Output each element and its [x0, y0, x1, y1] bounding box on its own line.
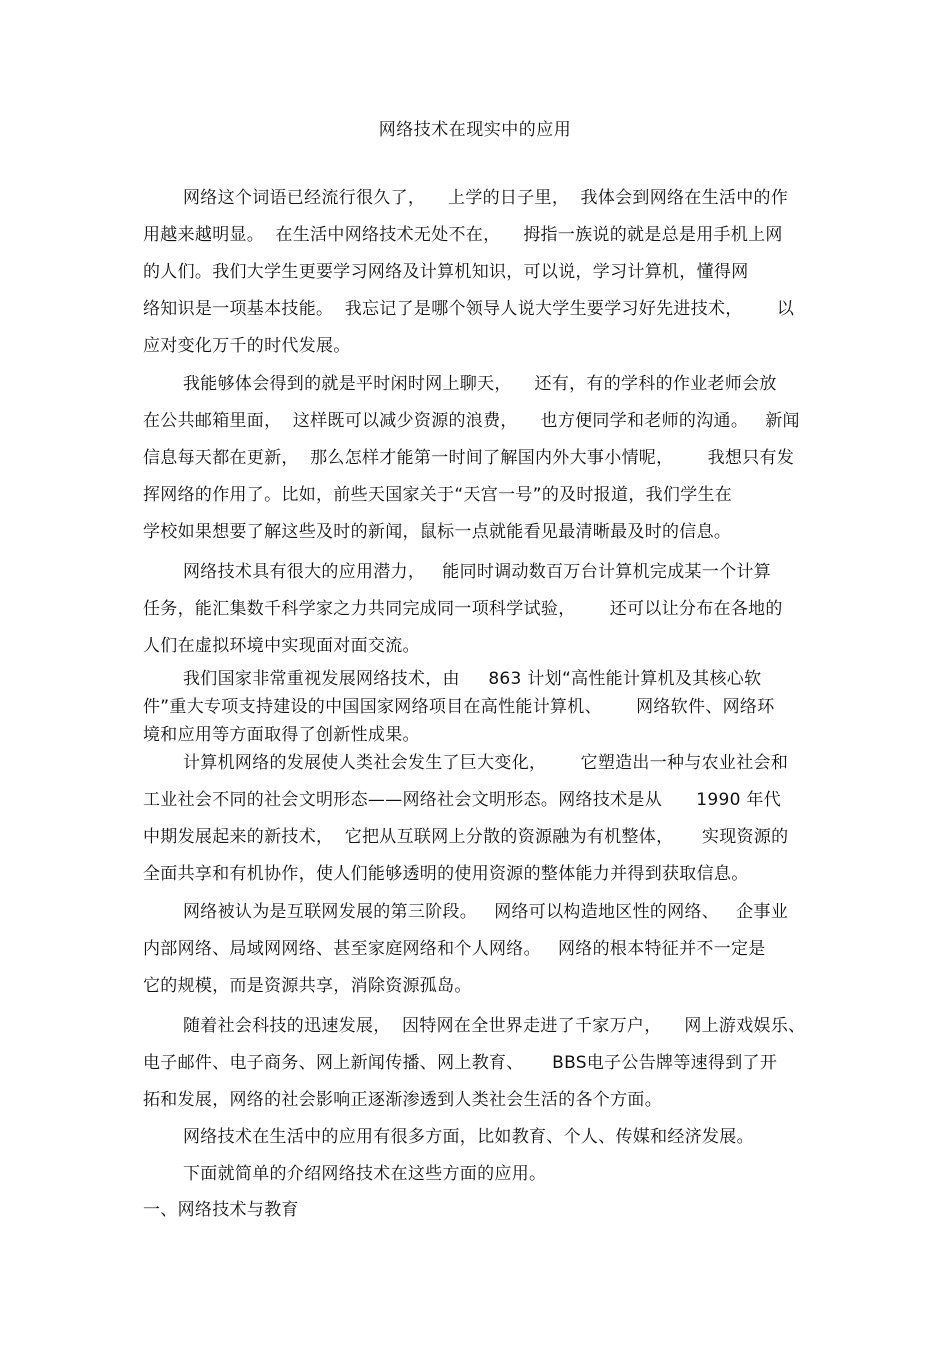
paragraph-line: 境和应用等方面取得了创新性成果。: [143, 725, 420, 745]
paragraph-line: 挥网络的作用了。比如，前些天国家关于“天宫一号”的及时报道，我们学生在: [143, 485, 733, 505]
paragraph-line: 应对变化万千的时代发展。: [143, 336, 351, 356]
paragraph-line: 全面共享和有机协作，使人们能够透明的使用资源的整体能力并得到获取信息。: [143, 864, 749, 884]
paragraph-4: [143, 665, 811, 749]
paragraph-line: 人们在虚拟环境中实现面对面交流。: [143, 636, 420, 656]
paragraph-line: 我们国家非常重视发展网络技术，由 863 计划“高性能计算机及其核心软: [183, 669, 762, 689]
paragraph-1: [143, 180, 811, 365]
paragraph-2: [143, 366, 811, 551]
paragraph-line: 网络技术在生活中的应用有很多方面，比如教育、个人、传媒和经济发展。: [183, 1127, 754, 1147]
paragraph-3: [143, 554, 811, 665]
paragraph-line: 下面就简单的介绍网络技术在这些方面的应用。: [183, 1164, 547, 1184]
paragraph-line: 信息每天都在更新， 那么怎样才能第一时间了解国内外大事小情呢， 我想只有发: [143, 448, 795, 468]
paragraph-line: 在公共邮箱里面， 这样既可以减少资源的浪费， 也方便同学和老师的沟通。 新闻: [143, 411, 800, 431]
paragraph-line: 件”重大专项支持建设的中国国家网络项目在高性能计算机、 网络软件、网络环: [143, 697, 775, 717]
paragraph-line: 电子邮件、电子商务、网上新闻传播、网上教育、 BBS电子公告牌等速得到了开: [143, 1053, 778, 1073]
paragraph-line: 网络技术具有很大的应用潜力， 能同时调动数百万台计算机完成某一个计算: [183, 562, 772, 582]
paragraph-line: 它的规模，而是资源共享，消除资源孤岛。: [143, 976, 472, 996]
paragraph-line: 网络被认为是互联网发展的第三阶段。 网络可以构造地区性的网络、 企事业: [183, 902, 789, 922]
paragraph-6: [143, 894, 811, 1005]
paragraph-line: 中期发展起来的新技术， 它把从互联网上分散的资源融为有机整体， 实现资源的: [143, 827, 789, 847]
paragraph-line: 内部网络、局域网网络、甚至家庭网络和个人网络。 网络的根本特征并不一定是: [143, 939, 766, 959]
paragraph-line: 的人们。我们大学生更要学习网络及计算机知识，可以说，学习计算机，懂得网: [143, 262, 749, 282]
paragraph-7: [143, 1008, 811, 1119]
section-heading: 一、网络技术与教育: [143, 1200, 299, 1220]
paragraph-9: [143, 1156, 811, 1193]
paragraph-5: [143, 745, 811, 893]
paragraph-line: 随着社会科技的迅速发展， 因特网在全世界走进了千家万户， 网上游戏娱乐、: [183, 1016, 806, 1036]
paragraph-line: 工业社会不同的社会文明形态——网络社会文明形态。网络技术是从 1990 年代: [143, 790, 781, 810]
paragraph-line: 计算机网络的发展使人类社会发生了巨大变化， 它塑造出一种与农业社会和: [183, 753, 789, 773]
paragraph-line: 拓和发展，网络的社会影响正逐渐渗透到人类社会生活的各个方面。: [143, 1090, 662, 1110]
document-title: 网络技术在现实中的应用: [378, 120, 572, 140]
paragraph-8: [143, 1119, 811, 1156]
paragraph-line: 学校如果想要了解这些及时的新闻，鼠标一点就能看见最清晰最及时的信息。: [143, 522, 732, 542]
paragraph-line: 我能够体会得到的就是平时闲时网上聊天， 还有，有的学科的作业老师会放: [183, 374, 777, 394]
paragraph-line: 网络这个词语已经流行很久了， 上学的日子里， 我体会到网络在生活中的作: [183, 188, 789, 208]
paragraph-line: 用越来越明显。 在生活中网络技术无处不在， 拇指一族说的就是总是用手机上网: [143, 225, 783, 245]
paragraph-line: 任务，能汇集数千科学家之力共同完成同一项科学试验， 还可以让分布在各地的: [143, 599, 783, 619]
paragraph-line: 络知识是一项基本技能。 我忘记了是哪个领导人说大学生要学习好先进技术， 以: [143, 299, 795, 319]
